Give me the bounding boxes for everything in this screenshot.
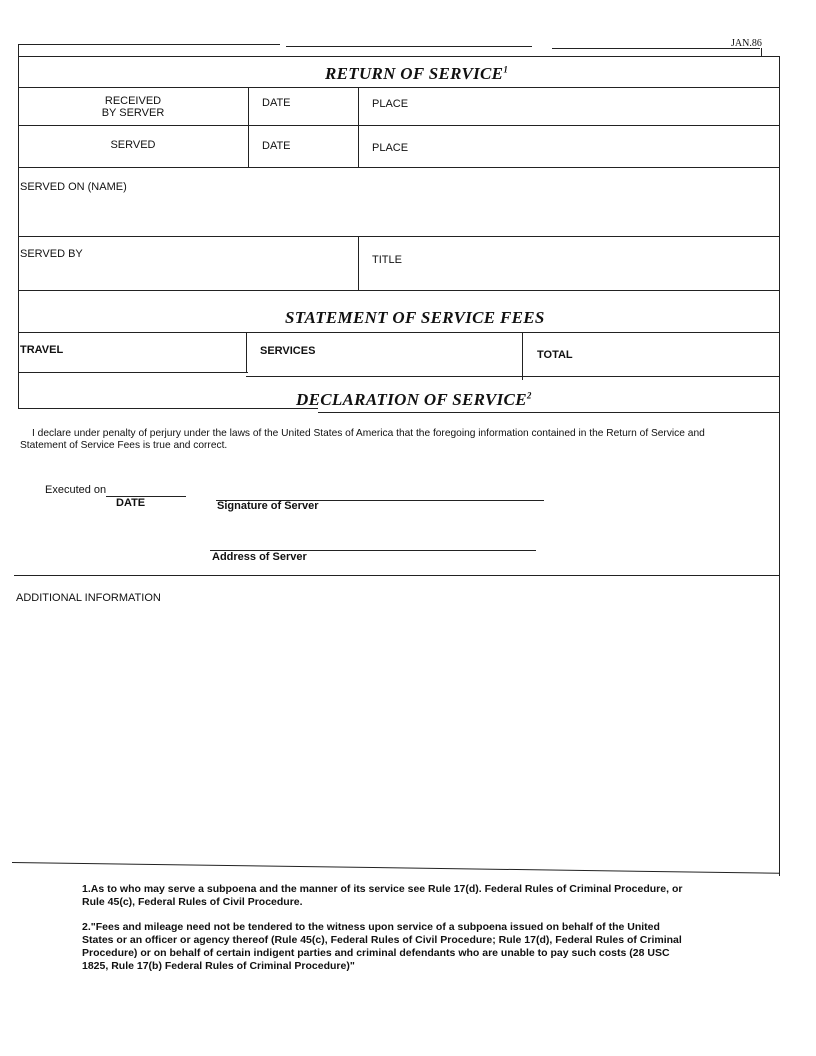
served-date-label: DATE	[262, 140, 291, 152]
form-code: JAN.86	[731, 38, 762, 49]
declaration-title: DECLARATION OF SERVICE$^2$	[296, 390, 532, 409]
rule	[18, 87, 780, 88]
frame-top-mid	[286, 46, 532, 47]
served-on-name-label: SERVED ON (NAME)	[20, 181, 127, 193]
rule	[14, 575, 780, 576]
received-by-server-label: RECEIVED BY SERVER	[101, 95, 165, 119]
statement-fees-title: STATEMENT OF SERVICE FEES	[285, 308, 545, 327]
rule	[358, 87, 359, 167]
served-place-label: PLACE	[372, 142, 409, 154]
rule	[18, 332, 780, 333]
rule	[18, 167, 780, 168]
rule	[18, 372, 248, 373]
declaration-text: I declare under penalty of perjury under the laws of the United States of America that the foregoing information contained in the Return of Service and Statement of Service Fees is true and correct.	[20, 428, 705, 451]
additional-information-label: ADDITIONAL INFORMATION	[16, 592, 161, 604]
rule	[18, 56, 780, 57]
frame-top-right	[552, 48, 760, 49]
executed-on-label: Executed on	[45, 484, 107, 496]
declaration-date-label: DATE	[116, 497, 146, 509]
title-label: TITLE	[372, 254, 402, 266]
rule	[18, 236, 780, 237]
served-by-label: SERVED BY	[20, 248, 83, 260]
frame-right-stub	[761, 48, 762, 56]
rule	[18, 125, 780, 126]
frame-right	[779, 56, 780, 876]
footnote-2: 2."Fees and mileage need not be tendered to the witness upon service of a subpoena issued on behalf of the United States or an officer or agency thereof (Rule 45(c), Federal Rules of Civil Procedure; Rule 17(d), Federal Rules of Criminal Procedure) or on behalf of certain indigent parties and criminal defendants who are unable to pay such costs (28 USC 1825, Rule 17(b) Federal Rules of Criminal Procedure)"	[82, 921, 682, 972]
rule	[246, 332, 247, 372]
total-label: TOTAL	[537, 349, 573, 361]
travel-label: TRAVEL	[20, 344, 64, 356]
rule	[522, 332, 523, 380]
rule	[358, 236, 359, 290]
rule	[248, 87, 249, 167]
rule	[12, 862, 780, 874]
rule	[18, 290, 780, 291]
rule	[246, 376, 780, 377]
frame-top-left	[18, 44, 280, 45]
signature-label: Signature of Server	[217, 500, 319, 512]
received-place-label: PLACE	[372, 98, 409, 110]
return-of-service-title: RETURN OF SERVICE$^1$	[325, 64, 509, 83]
address-label: Address of Server	[212, 551, 307, 563]
rule	[18, 408, 318, 409]
footnote-1: 1.As to who may serve a subpoena and the manner of its service see Rule 17(d). Federal Rules of Criminal Procedure, or Rule 45(c), Federal Rules of Civil Procedure.	[82, 883, 683, 908]
rule	[318, 412, 780, 413]
served-label: SERVED	[110, 139, 156, 151]
services-label: SERVICES	[260, 345, 316, 357]
received-date-label: DATE	[262, 97, 291, 109]
